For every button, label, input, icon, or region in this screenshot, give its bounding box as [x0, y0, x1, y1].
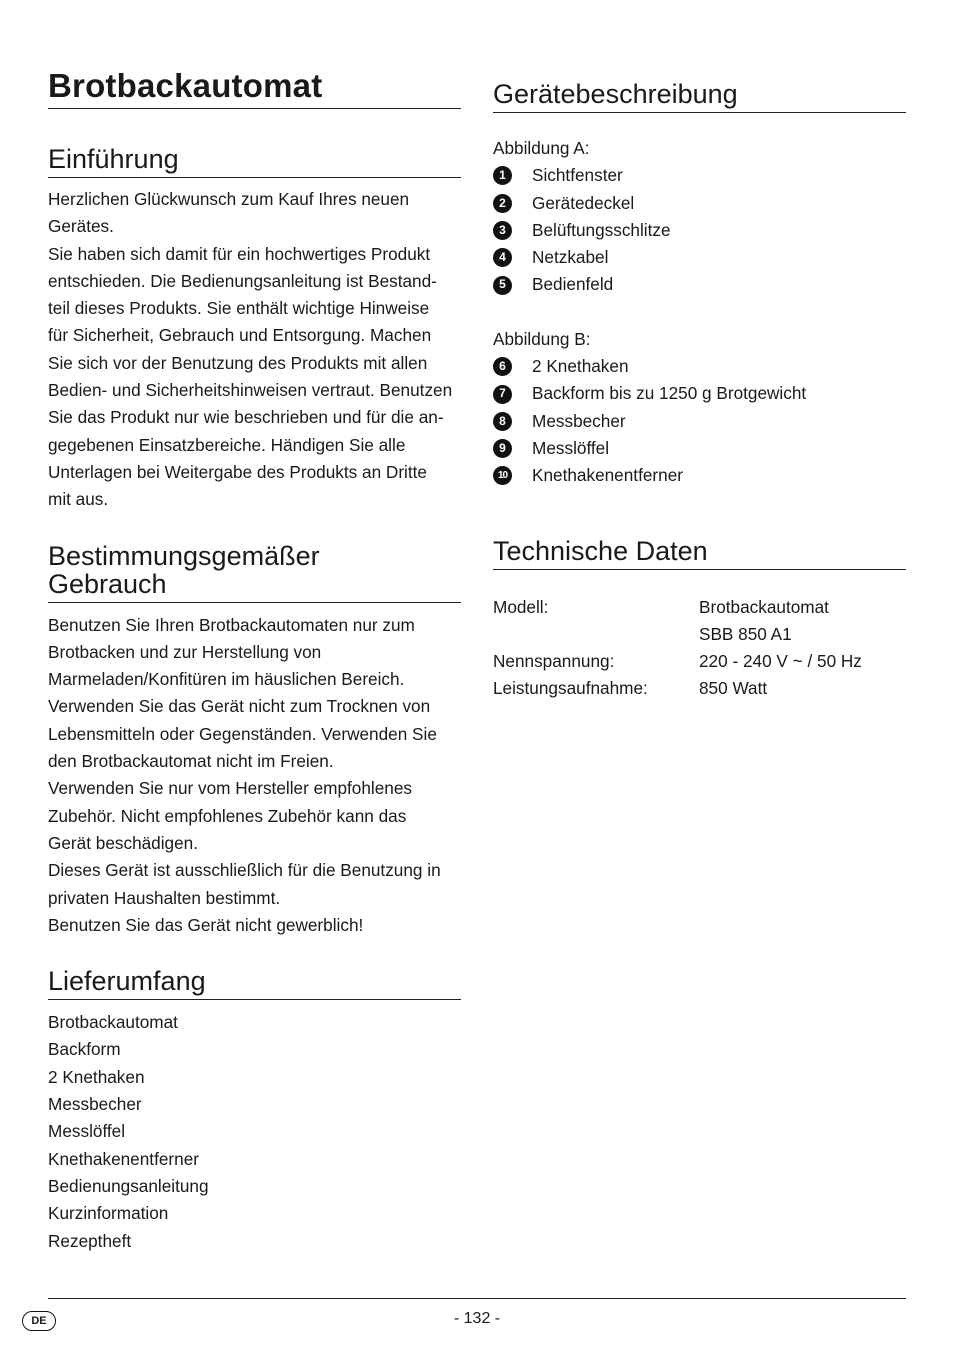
- spec-label: [493, 621, 699, 648]
- scope-list: [48, 1009, 461, 1255]
- intro-line: für Sicherheit, Gebrauch und Entsorgung. Machen: [48, 325, 432, 346]
- usage-heading-line: Gebrauch: [48, 568, 167, 599]
- number-badge: 6: [493, 357, 512, 376]
- number-badge: 10: [493, 466, 512, 485]
- page-title: Brotbackautomat: [48, 66, 461, 109]
- number-badge: 7: [493, 385, 512, 404]
- item-label: Sichtfenster: [532, 165, 623, 186]
- scope-heading: Lieferumfang: [48, 967, 461, 1000]
- number-badge: 1: [493, 166, 512, 185]
- page-number: - 132 -: [453, 1310, 501, 1327]
- number-badge: 9: [493, 439, 512, 458]
- usage-line: privaten Haushalten bestimmt.: [48, 887, 281, 908]
- list-item: [493, 271, 906, 298]
- right-column: [493, 80, 906, 703]
- list-item: Knethakenentferner: [48, 1148, 199, 1169]
- list-item: [493, 380, 906, 407]
- spec-value: Brotbackautomat: [699, 596, 829, 617]
- list-item: Bedienungsanleitung: [48, 1175, 209, 1196]
- list-item: [493, 435, 906, 462]
- tech-table: [493, 594, 906, 703]
- intro-line: Gerätes.: [48, 216, 114, 237]
- scope-section: [48, 967, 461, 1255]
- item-label: 2 Knethaken: [532, 356, 629, 377]
- spec-value: SBB 850 A1: [699, 623, 792, 644]
- usage-line: Verwenden Sie nur vom Hersteller empfohlenes: [48, 778, 412, 799]
- usage-line: Brotbacken und zur Herstellung von: [48, 641, 322, 662]
- intro-heading: Einführung: [48, 145, 461, 178]
- item-label: Netzkabel: [532, 247, 609, 268]
- list-item: [493, 408, 906, 435]
- usage-line: Verwenden Sie das Gerät nicht zum Trocknen von: [48, 696, 431, 717]
- item-label: Knethakenentferner: [532, 465, 683, 486]
- language-badge: DE: [22, 1311, 56, 1331]
- table-row: [493, 648, 906, 675]
- footer-divider: [48, 1298, 906, 1299]
- intro-line: entschieden. Die Bedienungsanleitung ist Bestand-: [48, 270, 437, 291]
- intro-line: Sie haben sich damit für ein hochwertiges Produkt: [48, 243, 431, 264]
- intro-text: [48, 186, 461, 514]
- intro-line: gegebenen Einsatzbereiche. Händigen Sie alle: [48, 434, 406, 455]
- number-badge: 2: [493, 194, 512, 213]
- item-label: Belüftungsschlitze: [532, 219, 671, 240]
- usage-line: Marmeladen/Konfitüren im häuslichen Bereich.: [48, 669, 405, 690]
- usage-line: den Brotbackautomat nicht im Freien.: [48, 751, 334, 772]
- usage-line: Gerät beschädigen.: [48, 832, 199, 853]
- intro-line: Sie das Produkt nur wie beschrieben und für die an-: [48, 407, 444, 428]
- spec-label: Nennspannung:: [493, 651, 615, 672]
- list-item: Backform: [48, 1039, 121, 1060]
- description-section: [493, 80, 906, 490]
- intro-line: Herzlichen Glückwunsch zum Kauf Ihres neuen: [48, 189, 410, 209]
- list-item: 2 Knethaken: [48, 1066, 145, 1087]
- intro-line: mit aus.: [48, 489, 109, 510]
- tech-heading: Technische Daten: [493, 537, 906, 570]
- intro-line: Sie sich vor der Benutzung des Produkts mit allen: [48, 352, 428, 373]
- spec-value: 850 Watt: [699, 678, 768, 699]
- item-label: Backform bis zu 1250 g Brotgewicht: [532, 383, 807, 404]
- fig-b-label: Abbildung B:: [493, 328, 591, 349]
- usage-text: [48, 612, 461, 940]
- usage-line: Zubehör. Nicht empfohlenes Zubehör kann das: [48, 805, 407, 826]
- table-row: [493, 675, 906, 702]
- list-item: [493, 217, 906, 244]
- intro-line: teil dieses Produkts. Sie enthält wichtige Hinweise: [48, 298, 430, 319]
- item-label: Gerätedeckel: [532, 192, 635, 213]
- usage-heading-line: Bestimmungsgemäßer: [48, 540, 320, 571]
- item-label: Messlöffel: [532, 437, 610, 458]
- table-row: [493, 594, 906, 621]
- spec-label: Modell:: [493, 596, 549, 617]
- spec-value: 220 - 240 V ~ / 50 Hz: [699, 651, 862, 672]
- number-badge: 8: [493, 412, 512, 431]
- list-item: [493, 353, 906, 380]
- usage-line: Dieses Gerät ist ausschließlich für die Benutzung in: [48, 860, 441, 881]
- item-label: Bedienfeld: [532, 274, 614, 295]
- description-heading: Gerätebeschreibung: [493, 80, 906, 113]
- usage-section: [48, 542, 461, 940]
- table-row: [493, 621, 906, 648]
- fig-a-label: Abbildung A:: [493, 138, 590, 158]
- intro-section: [48, 145, 461, 514]
- left-column: [48, 66, 461, 1255]
- intro-line: Unterlagen bei Weitergabe des Produkts an Dritte: [48, 461, 427, 482]
- list-item: Messlöffel: [48, 1121, 126, 1142]
- list-item: Kurzinformation: [48, 1203, 169, 1224]
- number-badge: 3: [493, 221, 512, 240]
- list-item: Brotbackautomat: [48, 1012, 178, 1033]
- list-item: Messbecher: [48, 1094, 142, 1115]
- tech-section: [493, 537, 906, 703]
- number-badge: 5: [493, 276, 512, 295]
- item-label: Messbecher: [532, 410, 626, 431]
- usage-line: Lebensmitteln oder Gegenständen. Verwenden Sie: [48, 723, 437, 744]
- spec-label: Leistungsaufnahme:: [493, 678, 648, 699]
- list-item: Rezeptheft: [48, 1230, 132, 1251]
- list-item: [493, 162, 906, 189]
- fig-b-list: [493, 353, 906, 489]
- number-badge: 4: [493, 248, 512, 267]
- usage-heading: [48, 542, 461, 603]
- list-item: [493, 244, 906, 271]
- list-item: [493, 462, 906, 489]
- usage-line: Benutzen Sie das Gerät nicht gewerblich!: [48, 914, 364, 935]
- fig-a-list: [493, 162, 906, 298]
- list-item: [493, 190, 906, 217]
- usage-line: Benutzen Sie Ihren Brotbackautomaten nur zum: [48, 614, 415, 635]
- intro-line: Bedien- und Sicherheitshinweisen vertraut. Benutzen: [48, 380, 453, 401]
